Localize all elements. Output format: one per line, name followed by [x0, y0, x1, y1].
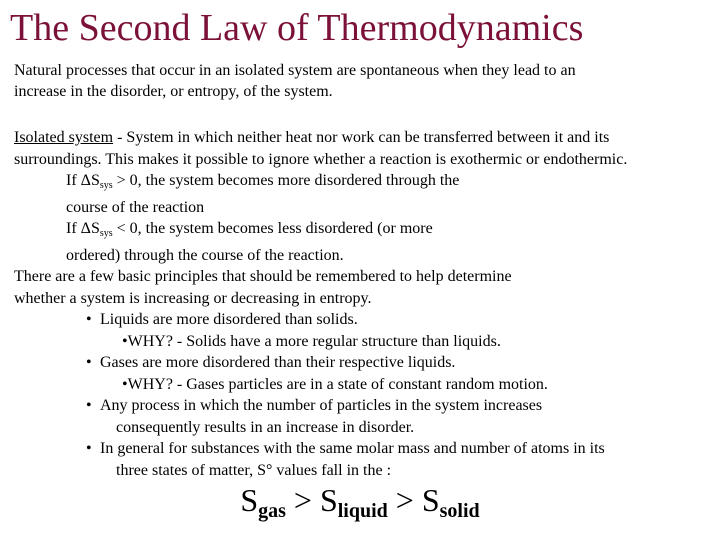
definition-text: surroundings. This makes it possible to ignore whether a reaction is exothermic or endothermic. — [14, 150, 628, 168]
bullet-icon: • — [86, 397, 92, 414]
case-text: (or more — [373, 220, 433, 237]
intro-line: increase in the disorder, or entropy, of the system. — [14, 83, 333, 100]
isolated-system-definition — [14, 127, 627, 149]
case-text: , the system becomes — [137, 220, 278, 237]
bullet-icon: • — [86, 440, 92, 457]
bullet-text: Liquids are more disordered than solids. — [100, 311, 358, 328]
list-item — [14, 352, 627, 374]
case-prefix: If ΔS — [66, 172, 100, 189]
case-text: , the system becomes — [137, 172, 278, 189]
isolated-system-term: Isolated system — [14, 129, 114, 146]
case-emphasis: more disordered — [277, 172, 383, 189]
list-item — [14, 438, 627, 460]
entropy-order-formula — [0, 480, 720, 531]
formula-symbol: S — [421, 482, 440, 518]
case-prefix: If ΔS — [66, 220, 100, 237]
intro-paragraph — [14, 60, 576, 102]
intro-line: Natural processes that occur in an isolated system are spontaneous when they lead to an — [14, 62, 576, 79]
case-subscript: sys — [99, 180, 113, 191]
formula-operator: > — [387, 482, 422, 518]
bullet-text: Any process in which the number of particles in the system increases — [100, 397, 543, 414]
bullet-continuation: three states of matter, S° values fall in the : — [116, 461, 392, 479]
formula-subscript: gas — [258, 500, 286, 522]
formula-subscript: liquid — [337, 500, 388, 522]
entropy-case-continuation: ordered) through the course of the reaction. — [66, 246, 344, 264]
principles-intro: whether a system is increasing or decreasing in entropy. — [14, 289, 372, 307]
case-condition: > 0 — [112, 172, 138, 189]
list-item — [14, 395, 627, 417]
formula-symbol: S — [319, 482, 338, 518]
bullet-continuation: consequently results in an increase in disorder. — [116, 418, 415, 436]
bullet-why: •WHY? - Gases particles are in a state of constant random motion. — [122, 375, 548, 393]
principles-intro: There are a few basic principles that should be remembered to help determine — [14, 268, 512, 285]
case-subscript: sys — [99, 228, 113, 239]
slide-title: The Second Law of Thermodynamics — [10, 7, 584, 49]
entropy-case-negative — [14, 218, 627, 245]
bullet-icon: • — [86, 311, 92, 328]
bullet-text: Gases are more disordered than their respective liquids. — [100, 354, 456, 371]
case-text: through the — [382, 172, 460, 189]
case-condition: < 0 — [112, 220, 138, 237]
entropy-case-continuation: course of the reaction — [66, 198, 205, 216]
content-body — [14, 127, 627, 481]
formula-subscript: solid — [439, 500, 480, 522]
entropy-case-positive — [14, 170, 627, 197]
bullet-icon: • — [86, 354, 92, 371]
bullet-why: •WHY? - Solids have a more regular structure than liquids. — [122, 332, 501, 350]
bullet-text: In general for substances with the same molar mass and number of atoms in its — [100, 440, 605, 457]
formula-symbol: S — [240, 482, 259, 518]
list-item — [14, 309, 627, 331]
case-emphasis: less disordered — [277, 220, 374, 237]
formula-operator: > — [285, 482, 320, 518]
definition-text: - System in which neither heat nor work can be transferred between it and its — [113, 129, 610, 146]
